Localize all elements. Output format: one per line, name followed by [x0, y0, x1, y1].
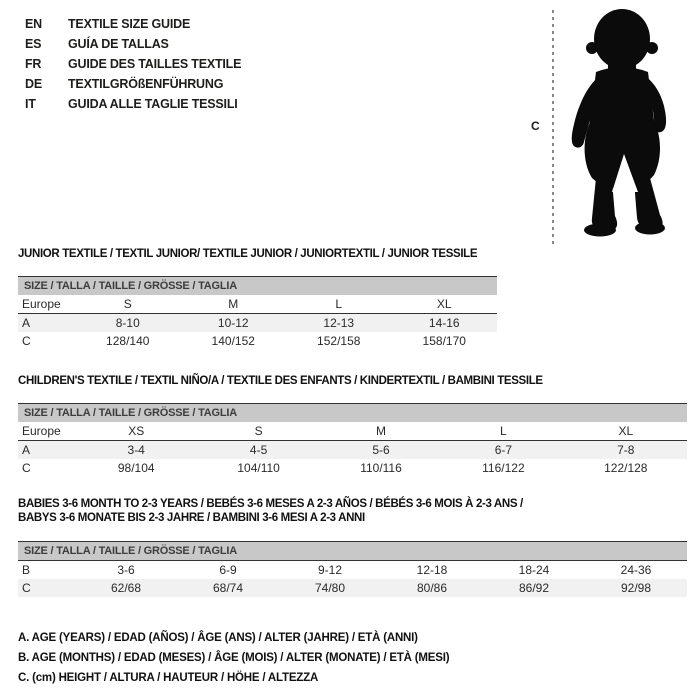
size-cell: 116/122 — [482, 461, 525, 475]
language-code: IT — [25, 97, 36, 111]
size-cell: 110/116 — [360, 461, 402, 475]
size-cell: 7-8 — [617, 443, 635, 457]
size-cell: 4-5 — [249, 443, 268, 457]
size-header-bar: SIZE / TALLA / TAILLE / GRÖSSE / TAGLIA — [18, 403, 687, 422]
size-cell: 6-7 — [494, 443, 513, 457]
column-header: XS — [128, 424, 145, 438]
language-title: TEXTILGRÖßENFÜHRUNG — [68, 77, 224, 91]
language-title: GUIDA ALLE TAGLIE TESSILI — [68, 97, 238, 111]
language-list — [25, 14, 241, 114]
language-title: GUÍA DE TALLAS — [68, 37, 169, 51]
table-row — [18, 314, 497, 332]
row-label: A — [22, 316, 31, 330]
language-code: EN — [25, 17, 42, 31]
table-row — [18, 441, 687, 459]
column-header: S — [254, 424, 263, 438]
size-cell: 74/80 — [314, 581, 346, 595]
size-cell: 18-24 — [518, 563, 550, 577]
note-line: B. AGE (MONTHS) / EDAD (MESES) / ÂGE (MOIS) / ALTER (MONATE) / ETÀ (MESI) — [18, 652, 450, 664]
size-cell: 68/74 — [212, 581, 244, 595]
language-code: FR — [25, 57, 42, 71]
language-code: DE — [25, 77, 42, 91]
column-header: M — [375, 424, 386, 438]
table-junior-textile — [18, 247, 497, 350]
table-title: CHILDREN'S TEXTILE / TEXTIL NIÑO/A / TEXTILE DES ENFANTS / KINDERTEXTIL / BAMBINI TESSILE — [18, 375, 543, 387]
size-cell: 158/170 — [422, 334, 466, 348]
size-header-bar: SIZE / TALLA / TAILLE / GRÖSSE / TAGLIA — [18, 541, 687, 561]
size-cell: 12-18 — [416, 563, 448, 577]
language-title: TEXTILE SIZE GUIDE — [68, 17, 191, 31]
size-cell: 10-12 — [217, 316, 249, 330]
table-title: BABYS 3-6 MONATE BIS 2-3 JAHRE / BAMBINI 3-6 MESI A 2-3 ANNI — [18, 512, 365, 524]
column-header: L — [335, 297, 343, 311]
size-cell: 92/98 — [620, 581, 652, 595]
table-childrens-textile — [18, 374, 687, 477]
table-title: BABIES 3-6 MONTH TO 2-3 YEARS / BEBÉS 3-6 MESES A 2-3 AÑOS / BÉBÉS 3-6 MOIS À 2-3 ANS / — [18, 498, 523, 510]
language-row — [25, 34, 241, 54]
size-cell: 8-10 — [115, 316, 140, 330]
row-label: C — [22, 461, 31, 475]
size-cell: 9-12 — [317, 563, 343, 577]
language-row — [25, 94, 241, 114]
corner-label: Europe — [22, 297, 61, 311]
size-cell: 5-6 — [372, 443, 390, 457]
language-row — [25, 54, 241, 74]
column-header: L — [500, 424, 507, 438]
size-cell: 104/110 — [237, 461, 280, 475]
size-cell: 98/104 — [117, 461, 155, 475]
row-label: B — [22, 563, 31, 577]
size-cell: 80/86 — [416, 581, 448, 595]
height-measure-label: C — [531, 119, 540, 133]
size-cell: 86/92 — [518, 581, 550, 595]
size-cell: 152/158 — [317, 334, 361, 348]
column-header: XL — [436, 297, 452, 311]
language-row — [25, 74, 241, 94]
language-row — [25, 14, 241, 34]
size-cell: 140/152 — [211, 334, 255, 348]
size-cell: 122/128 — [604, 461, 648, 475]
column-header: S — [123, 297, 132, 311]
table-row — [18, 579, 687, 597]
note-line: A. AGE (YEARS) / EDAD (AÑOS) / ÂGE (ANS) / ALTER (JAHRE) / ETÀ (ANNI) — [18, 632, 418, 644]
table-row — [18, 332, 497, 350]
legend-notes — [18, 628, 449, 688]
table-row — [18, 459, 687, 477]
size-cell: 6-9 — [219, 563, 237, 577]
size-cell: 3-4 — [127, 443, 145, 457]
size-cell: 128/140 — [106, 334, 150, 348]
column-header-row — [18, 295, 497, 314]
row-label: C — [22, 581, 31, 595]
language-code: ES — [25, 37, 42, 51]
size-cell: 62/68 — [110, 581, 142, 595]
corner-label: Europe — [22, 424, 61, 438]
size-cell: 3-6 — [117, 563, 135, 577]
row-label: A — [22, 443, 31, 457]
column-header: XL — [618, 424, 634, 438]
column-header: M — [228, 297, 239, 311]
column-header-row — [18, 422, 687, 441]
table-babies-textile — [18, 497, 687, 597]
toddler-figure — [522, 2, 700, 252]
note-line: C. (cm) HEIGHT / ALTURA / HAUTEUR / HÖHE / ALTEZZA — [18, 672, 319, 684]
toddler-silhouette-icon — [572, 9, 666, 237]
size-cell: 24-36 — [620, 563, 652, 577]
row-label: C — [22, 334, 31, 348]
size-header-bar: SIZE / TALLA / TAILLE / GRÖSSE / TAGLIA — [18, 276, 497, 295]
table-title: JUNIOR TEXTILE / TEXTIL JUNIOR/ TEXTILE JUNIOR / JUNIORTEXTIL / JUNIOR TESSILE — [18, 248, 478, 260]
size-cell: 12-13 — [323, 316, 355, 330]
table-row — [18, 561, 687, 579]
language-title: GUIDE DES TAILLES TEXTILE — [68, 57, 242, 71]
size-cell: 14-16 — [428, 316, 460, 330]
